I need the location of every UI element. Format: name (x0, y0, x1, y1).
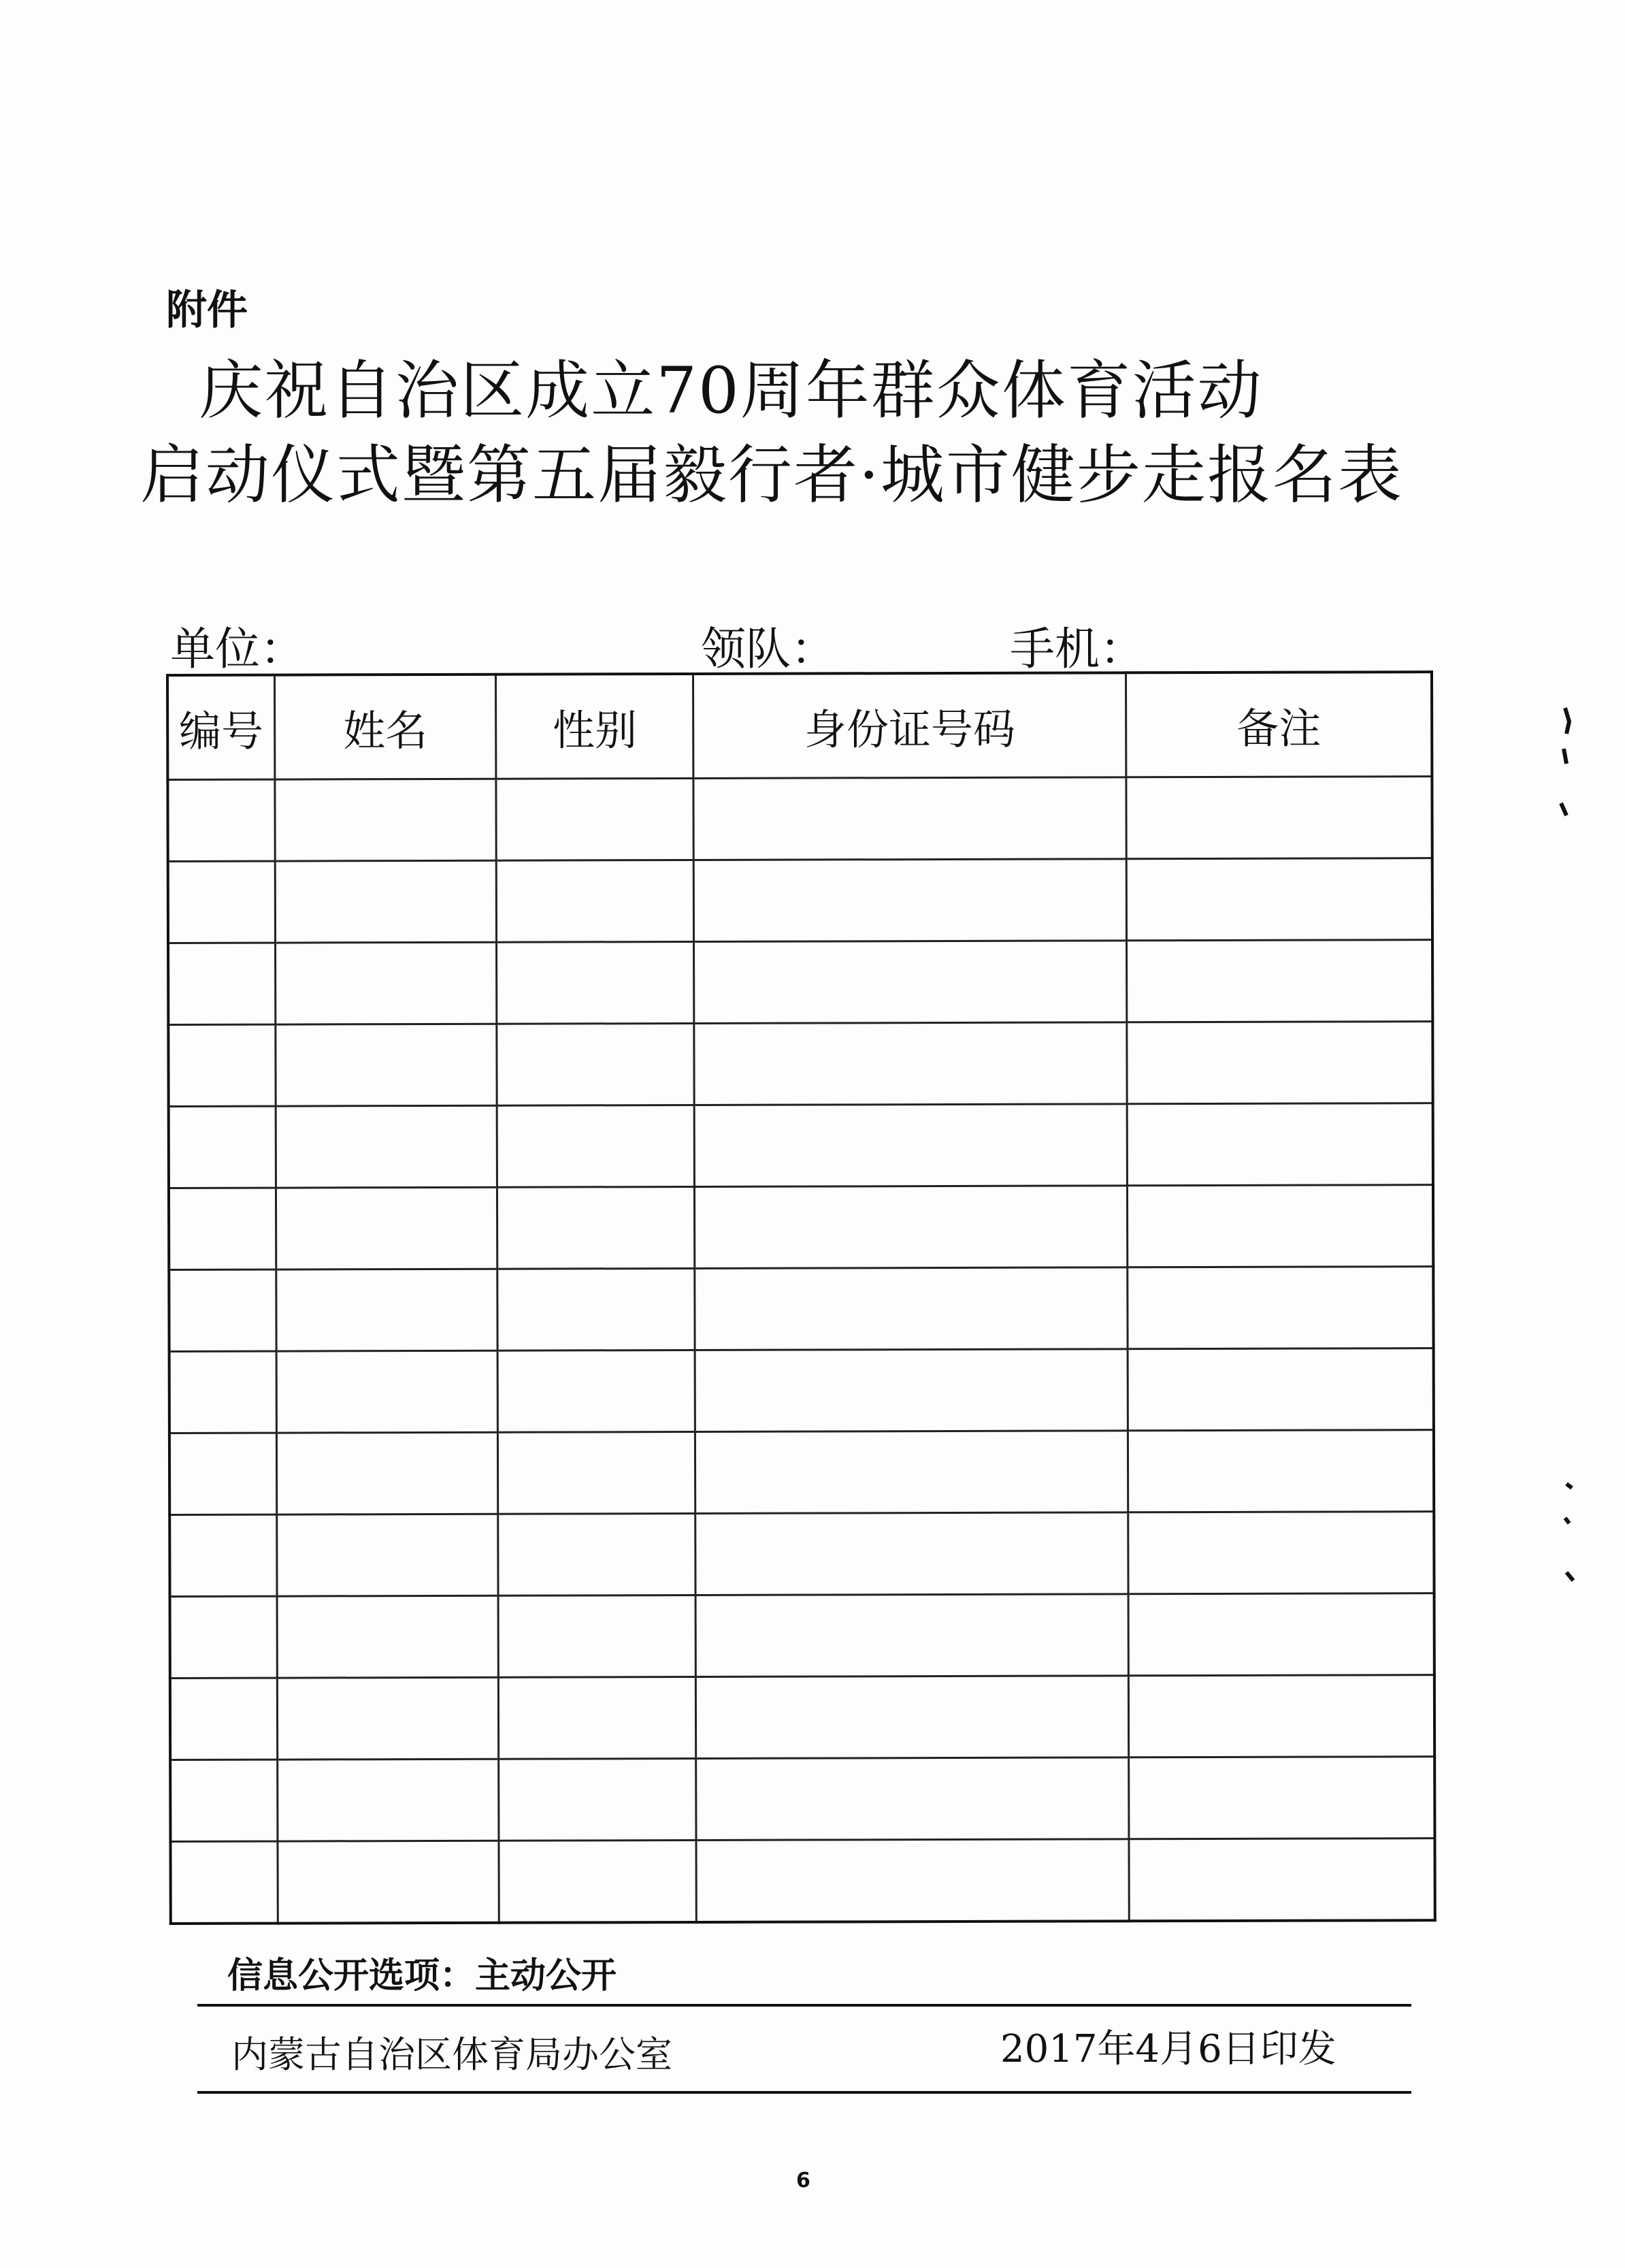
table-cell (498, 1513, 695, 1595)
table-row (168, 858, 1432, 943)
table-cell (167, 779, 275, 861)
table-cell (695, 1104, 1128, 1187)
phone-label: 手机： (1010, 623, 1145, 675)
table-cell (170, 1841, 278, 1924)
table-cell (277, 1677, 499, 1760)
table-cell (497, 1268, 695, 1350)
table-cell (170, 1596, 278, 1678)
header-remarks: 备注 (1126, 672, 1432, 777)
table-row (170, 1838, 1434, 1924)
table-row (170, 1593, 1434, 1679)
table-cell (1127, 940, 1433, 1022)
table-cell (276, 1187, 497, 1269)
table-cell (169, 1433, 277, 1514)
table-cell (276, 1269, 498, 1351)
table-body (167, 777, 1434, 1924)
table-cell (169, 1106, 276, 1188)
issue-date: 2017年4月6日印发 (1000, 2027, 1336, 2071)
header-id-number: 身份证号码 (693, 673, 1126, 778)
table-cell (275, 860, 497, 943)
table-cell (498, 1431, 695, 1514)
table-cell (276, 1024, 497, 1106)
table-cell (169, 1188, 276, 1269)
title-line-2: 启动仪式暨第五届毅行者·城市健步走报名表 (140, 438, 1403, 513)
table-cell (276, 1350, 498, 1433)
table-row (168, 1022, 1432, 1107)
header-name: 姓名 (274, 675, 496, 779)
table-cell (1128, 1512, 1434, 1594)
table-cell (1129, 1838, 1435, 1922)
table-row (169, 1185, 1433, 1270)
leader-label: 领队： (701, 623, 836, 675)
table-cell (497, 1350, 695, 1432)
table-cell (695, 1267, 1128, 1350)
table-cell (276, 1432, 498, 1514)
table-cell (169, 1269, 276, 1351)
table-cell (1127, 1185, 1433, 1267)
table-cell (168, 943, 276, 1024)
table-cell (277, 1595, 499, 1678)
table-cell (168, 1024, 276, 1106)
table-cell (696, 1839, 1129, 1922)
table-row (169, 1267, 1433, 1352)
table-cell (1128, 1675, 1434, 1757)
registration-table (166, 670, 1437, 1925)
table-cell (170, 1678, 278, 1760)
table-cell (499, 1840, 696, 1922)
table-cell (499, 1758, 696, 1841)
table-cell (169, 1351, 277, 1433)
table-cell (275, 942, 497, 1024)
table-cell (1126, 777, 1432, 859)
table-cell (497, 941, 694, 1024)
table-cell (695, 1431, 1128, 1514)
page-number: 6 (796, 2169, 810, 2192)
table-cell (1128, 1430, 1434, 1512)
table-cell (1129, 1757, 1435, 1839)
binding-marks (1516, 0, 1625, 1634)
table-row (169, 1103, 1433, 1188)
table-cell (497, 1186, 695, 1269)
table-cell (277, 1759, 499, 1841)
table-cell (696, 1676, 1129, 1759)
table-row (167, 777, 1432, 862)
table-row (168, 940, 1432, 1025)
table-cell (695, 1594, 1128, 1677)
table-cell (277, 1514, 499, 1596)
header-gender: 性别 (496, 674, 693, 779)
table-cell (169, 1514, 277, 1596)
table-row (170, 1757, 1434, 1842)
disclosure-option: 信息公开选项：主动公开 (227, 1956, 617, 1996)
table-row (169, 1430, 1434, 1515)
title-line-1: 庆祝自治区成立70周年群众体育活动 (199, 354, 1263, 428)
table-cell (694, 1022, 1127, 1105)
table-row (169, 1512, 1434, 1597)
table-cell (278, 1841, 499, 1923)
issuing-office: 内蒙古自治区体育局办公室 (231, 2033, 672, 2076)
table-cell (1127, 1022, 1433, 1104)
footer-rule-bottom (197, 2091, 1411, 2094)
table-cell (1128, 1593, 1434, 1676)
table-cell (695, 1349, 1128, 1432)
table-cell (694, 859, 1127, 942)
table-cell (695, 1186, 1128, 1269)
header-number: 编号 (167, 675, 275, 780)
table-cell (276, 1105, 497, 1188)
table-cell (498, 1595, 695, 1677)
table-cell (1128, 1348, 1434, 1431)
table-cell (170, 1760, 278, 1841)
table-cell (1127, 1103, 1433, 1186)
table-cell (497, 1105, 695, 1187)
table-cell (168, 861, 276, 943)
table-cell (275, 779, 497, 861)
table-cell (693, 777, 1126, 860)
attachment-label: 附件 (166, 287, 248, 334)
table-header-row (167, 672, 1432, 779)
unit-label: 单位： (170, 623, 305, 675)
footer-rule-top (197, 2004, 1411, 2007)
table-row (169, 1348, 1434, 1433)
table-cell (499, 1676, 696, 1759)
table-cell (496, 778, 693, 860)
table-cell (497, 860, 694, 942)
table-cell (695, 1512, 1128, 1595)
table-cell (694, 941, 1127, 1024)
table-row (170, 1675, 1434, 1760)
table-cell (1126, 858, 1432, 941)
table-cell (1128, 1267, 1434, 1349)
table-cell (696, 1757, 1129, 1841)
table-cell (497, 1023, 694, 1105)
